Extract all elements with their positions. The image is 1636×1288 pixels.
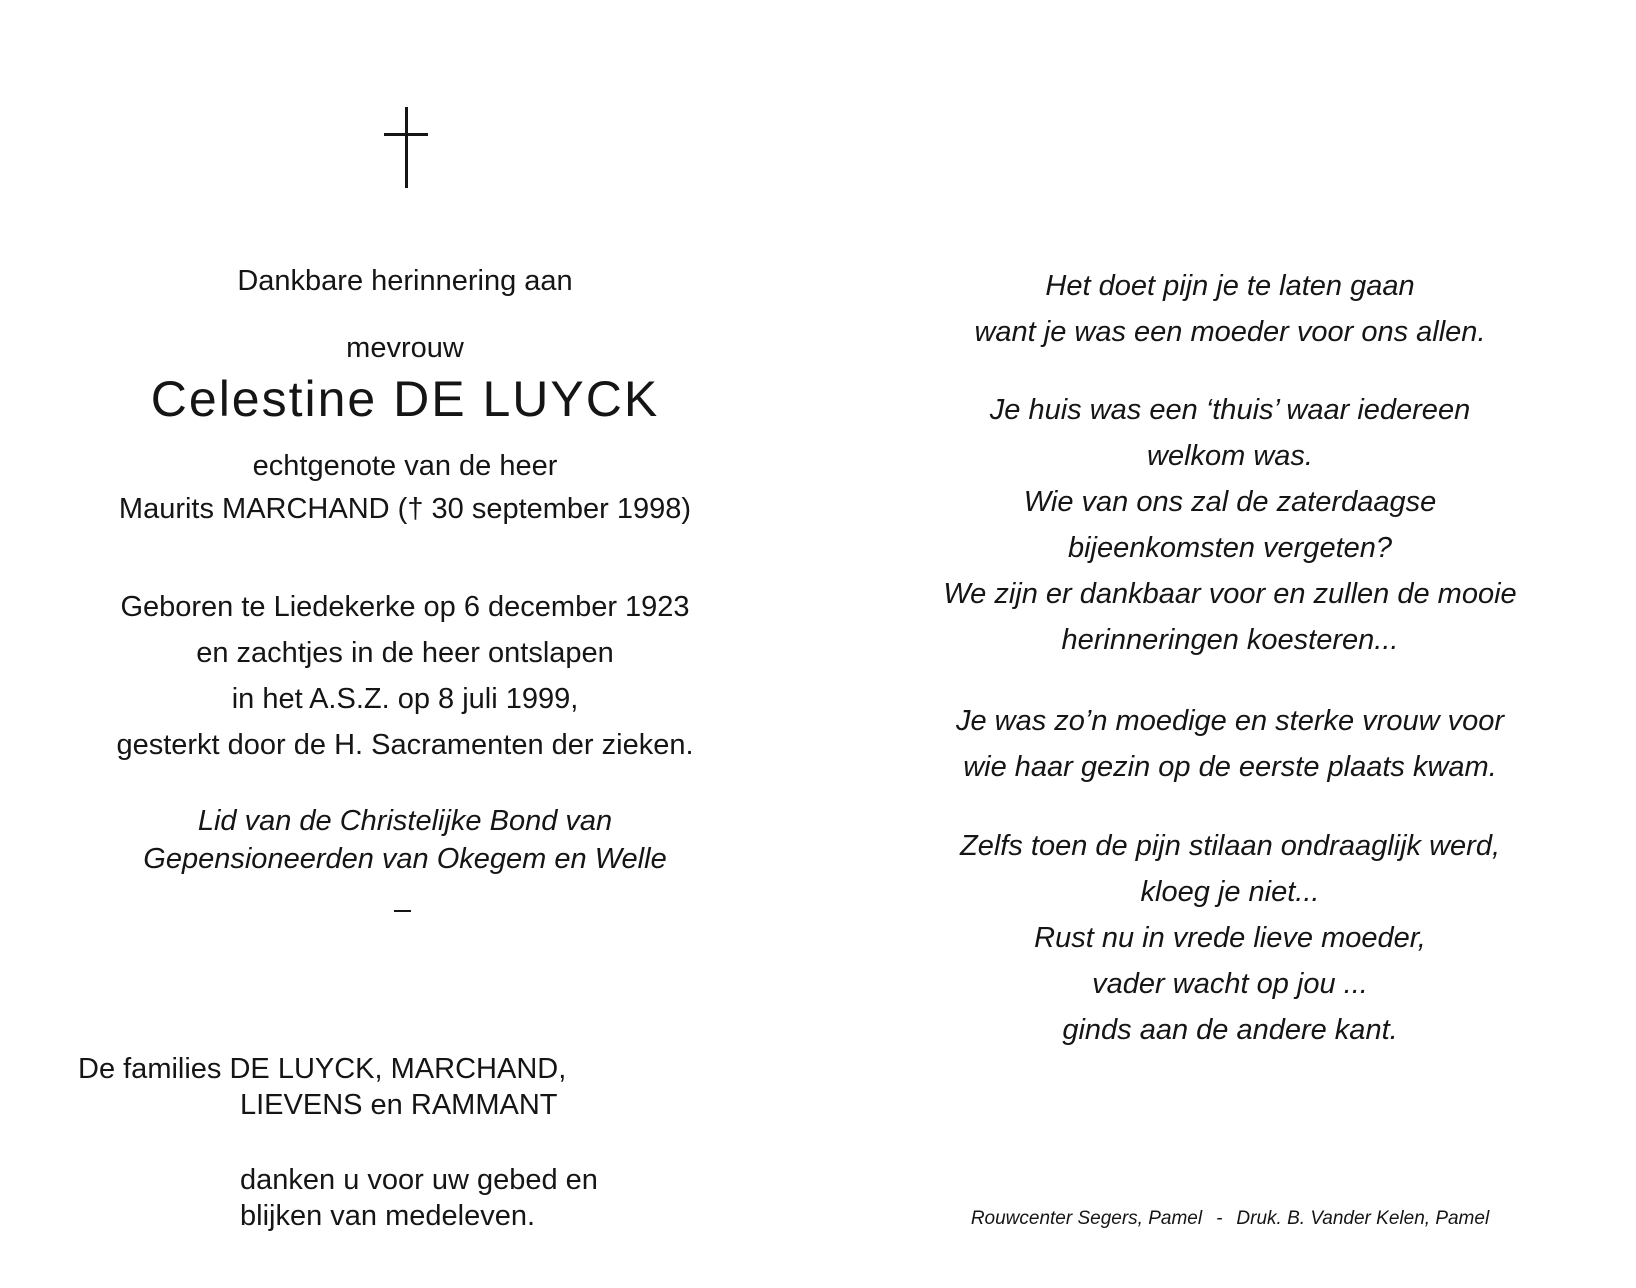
membership-line: Gepensioneerden van Okegem en Welle (143, 843, 667, 875)
poem-line: vader wacht op jou ... (1092, 968, 1368, 1000)
deceased-name: Celestine DE LUYCK (150, 371, 660, 427)
title-text: mevrouw (346, 332, 464, 364)
poem-line: Wie van ons zal de zaterdaagse (1023, 486, 1437, 518)
poem-line: Het doet pijn je te laten gaan (1045, 270, 1415, 302)
funeral-home-credit: Rouwcenter Segers, Pamel (970, 1208, 1203, 1229)
families-line-1: De families DE LUYCK, MARCHAND, (78, 1053, 567, 1085)
thanks-line-2: blijken van medeleven. (240, 1200, 536, 1232)
credit-separator: - (1216, 1208, 1223, 1229)
printer-credit: Druk. B. Vander Kelen, Pamel (1236, 1208, 1490, 1229)
life-details (60, 584, 750, 768)
poem-line: Je was zo’n moedige en sterke vrouw voor (955, 705, 1505, 737)
poem-line: Zelfs toen de pijn stilaan ondraaglijk werd, (959, 830, 1501, 862)
intro-text: Dankbare herinnering aan (237, 265, 573, 297)
poem-stanza-1 (880, 263, 1580, 355)
life-line: gesterkt door de H. Sacramenten der zieken. (116, 729, 694, 761)
spouse-line-1: echtgenote van de heer (252, 450, 558, 482)
membership-line: Lid van de Christelijke Bond van (197, 805, 613, 837)
divider-dash (394, 910, 411, 912)
poem-line: Je huis was een ‘thuis’ waar iedereen (989, 394, 1471, 426)
poem-stanza-2 (880, 387, 1580, 663)
printer-credits (880, 1208, 1580, 1230)
life-line: in het A.S.Z. op 8 juli 1999, (231, 683, 579, 715)
poem-stanza-3 (880, 698, 1580, 790)
poem-line: herinneringen koesteren... (1061, 624, 1399, 656)
poem-line: ginds aan de andere kant. (1062, 1014, 1398, 1046)
poem-line: Rust nu in vrede lieve moeder, (1034, 922, 1426, 954)
spouse-line-2: Maurits MARCHAND († 30 september 1998) (118, 493, 692, 525)
membership (60, 802, 750, 878)
poem-stanza-4 (880, 823, 1580, 1053)
poem-line: wie haar gezin op de eerste plaats kwam. (963, 751, 1497, 783)
poem-line: kloeg je niet... (1140, 876, 1320, 908)
poem-line: bijeenkomsten vergeten? (1067, 532, 1393, 564)
families-line-2: LIEVENS en RAMMANT (240, 1089, 558, 1121)
poem-line: We zijn er dankbaar voor en zullen de mooie (943, 578, 1517, 610)
life-line: en zachtjes in de heer ontslapen (196, 637, 614, 669)
poem-line: welkom was. (1147, 440, 1313, 472)
poem-line: want je was een moeder voor ons allen. (974, 316, 1486, 348)
life-line: Geboren te Liedekerke op 6 december 1923 (120, 591, 690, 623)
thanks-line-1: danken u voor uw gebed en (240, 1164, 598, 1196)
cross-icon (384, 107, 432, 188)
